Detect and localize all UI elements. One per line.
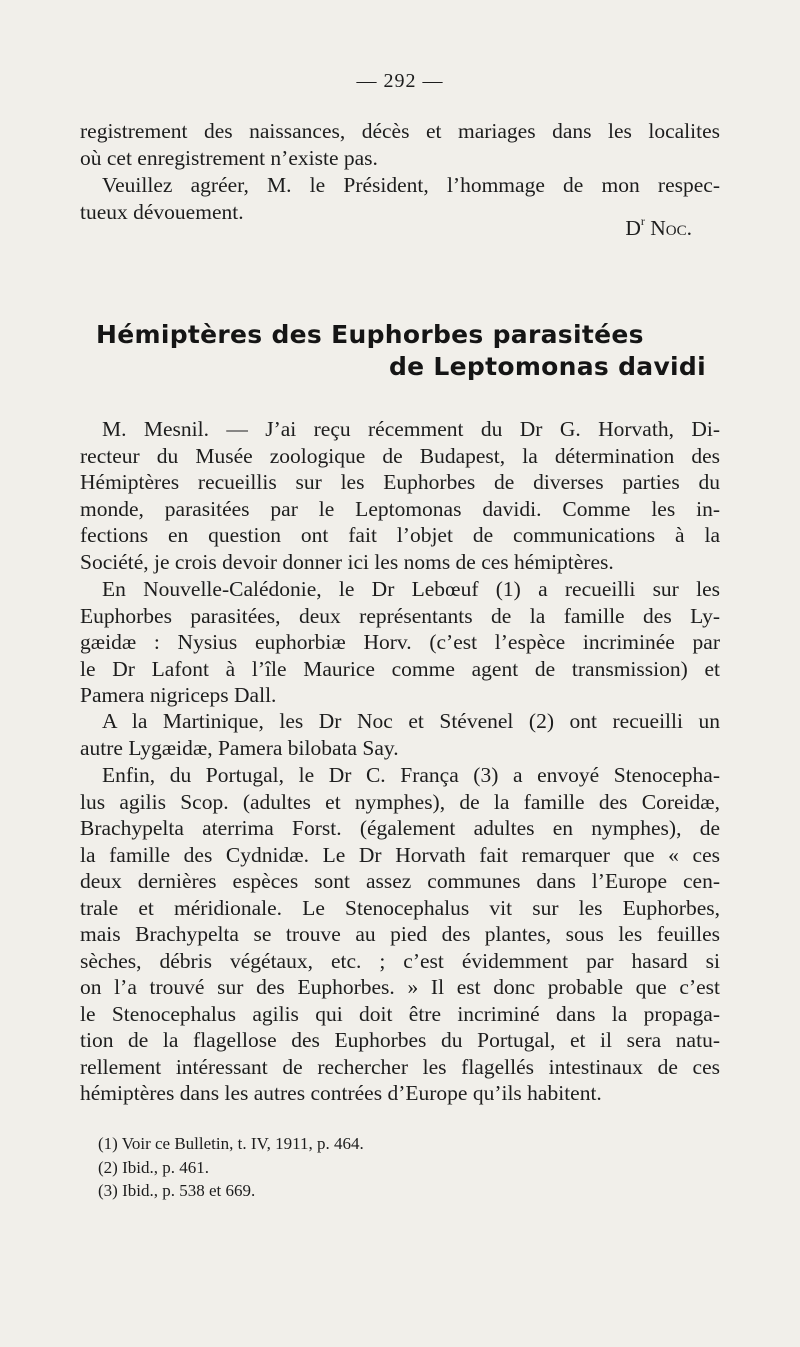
- text-line: deux dernières espèces sont assez communes dans l’Europe cen-: [80, 869, 720, 893]
- text-line: lus agilis Scop. (adultes et nymphes), de la famille des Coreidæ,: [80, 789, 720, 814]
- footnote-1: (1) Voir ce Bulletin, t. IV, 1911, p. 464.: [98, 1134, 364, 1153]
- text-line: tueux dévouement.: [80, 199, 244, 224]
- text-line: on l’a trouvé sur des Euphorbes. » Il est donc probable que c’est: [80, 975, 720, 999]
- footnote-3: (3) Ibid., p. 538 et 669.: [98, 1181, 256, 1200]
- closing-paragraph: [80, 172, 720, 225]
- text-line: tion de la flagellose des Euphorbes du Portugal, et il sera natu-: [80, 1028, 720, 1052]
- text-line: rellement intéressant de rechercher les flagellés intestinaux de ces: [80, 1054, 720, 1079]
- text-line: registrement des naissances, décès et mariages dans les localites: [80, 119, 720, 143]
- text-line: Enfin, du Portugal, le Dr C. França (3) a envoyé Stenocepha-: [102, 763, 720, 787]
- text-line: A la Martinique, les Dr Noc et Stévenel (2) ont recueilli un: [102, 709, 720, 733]
- footnote-2: (2) Ibid., p. 461.: [98, 1158, 209, 1177]
- text-line: où cet enregistrement n’existe pas.: [80, 145, 378, 170]
- text-line: hémiptères dans les autres contrées d’Europe qu’ils habitent.: [80, 1081, 602, 1105]
- text-line: Hémiptères recueillis sur les Euphorbes de diverses parties du: [80, 470, 720, 494]
- article-title-line-1: Hémiptères des Euphorbes parasitées: [96, 320, 644, 349]
- text-line: gæidæ : Nysius euphorbiæ Horv. (c’est l’espèce incriminée par: [80, 630, 720, 654]
- page-number: — 292 —: [356, 70, 444, 92]
- text-line: En Nouvelle-Calédonie, le Dr Lebœuf (1) a recueilli sur les: [102, 577, 720, 601]
- text-line: fections en question ont fait l’objet de communications à la: [80, 523, 720, 547]
- signature: [625, 216, 692, 241]
- text-line: Pamera nigriceps Dall.: [80, 683, 277, 707]
- signature-name: Noc.: [650, 216, 692, 240]
- paragraph-4: [80, 762, 720, 1107]
- text-line: la famille des Cydnidæ. Le Dr Horvath fait remarquer que « ces: [80, 842, 720, 867]
- paragraph-3: [80, 708, 720, 761]
- signature-prefix: D: [625, 216, 641, 240]
- text-line: sèches, débris végétaux, etc. ; c’est évidemment par hasard si: [80, 948, 720, 973]
- text-line: autre Lygæidæ, Pamera bilobata Say.: [80, 735, 399, 760]
- article-title-line-2: de Leptomonas davidi: [388, 352, 706, 381]
- text-line: Brachypelta aterrima Forst. (également adultes en nymphes), de: [80, 816, 720, 840]
- text-line: Société, je crois devoir donner ici les noms de ces hémiptères.: [80, 549, 614, 574]
- text-line: le Stenocephalus agilis qui doit être incriminé dans la propaga-: [80, 1001, 720, 1026]
- text-line: trale et méridionale. Le Stenocephalus vit sur les Euphorbes,: [80, 895, 720, 920]
- text-line: monde, parasitées par le Leptomonas davidi. Comme les in-: [80, 496, 720, 521]
- paragraph-2: [80, 576, 720, 709]
- intro-paragraph: [80, 118, 720, 171]
- text-line: le Dr Lafont à l’île Maurice comme agent de transmission) et: [80, 656, 720, 681]
- signature-sup: r: [640, 214, 645, 228]
- text-line: mais Brachypelta se trouve au pied des plantes, sous les feuilles: [80, 922, 720, 946]
- text-line: M. Mesnil. — J’ai reçu récemment du Dr G. Horvath, Di-: [102, 417, 720, 441]
- text-line: Euphorbes parasitées, deux représentants de la famille des Ly-: [80, 603, 720, 628]
- paragraph-1: [80, 416, 720, 575]
- text-line: Veuillez agréer, M. le Président, l’hommage de mon respec-: [102, 173, 720, 197]
- text-line: recteur du Musée zoologique de Budapest, la détermination des: [80, 443, 720, 468]
